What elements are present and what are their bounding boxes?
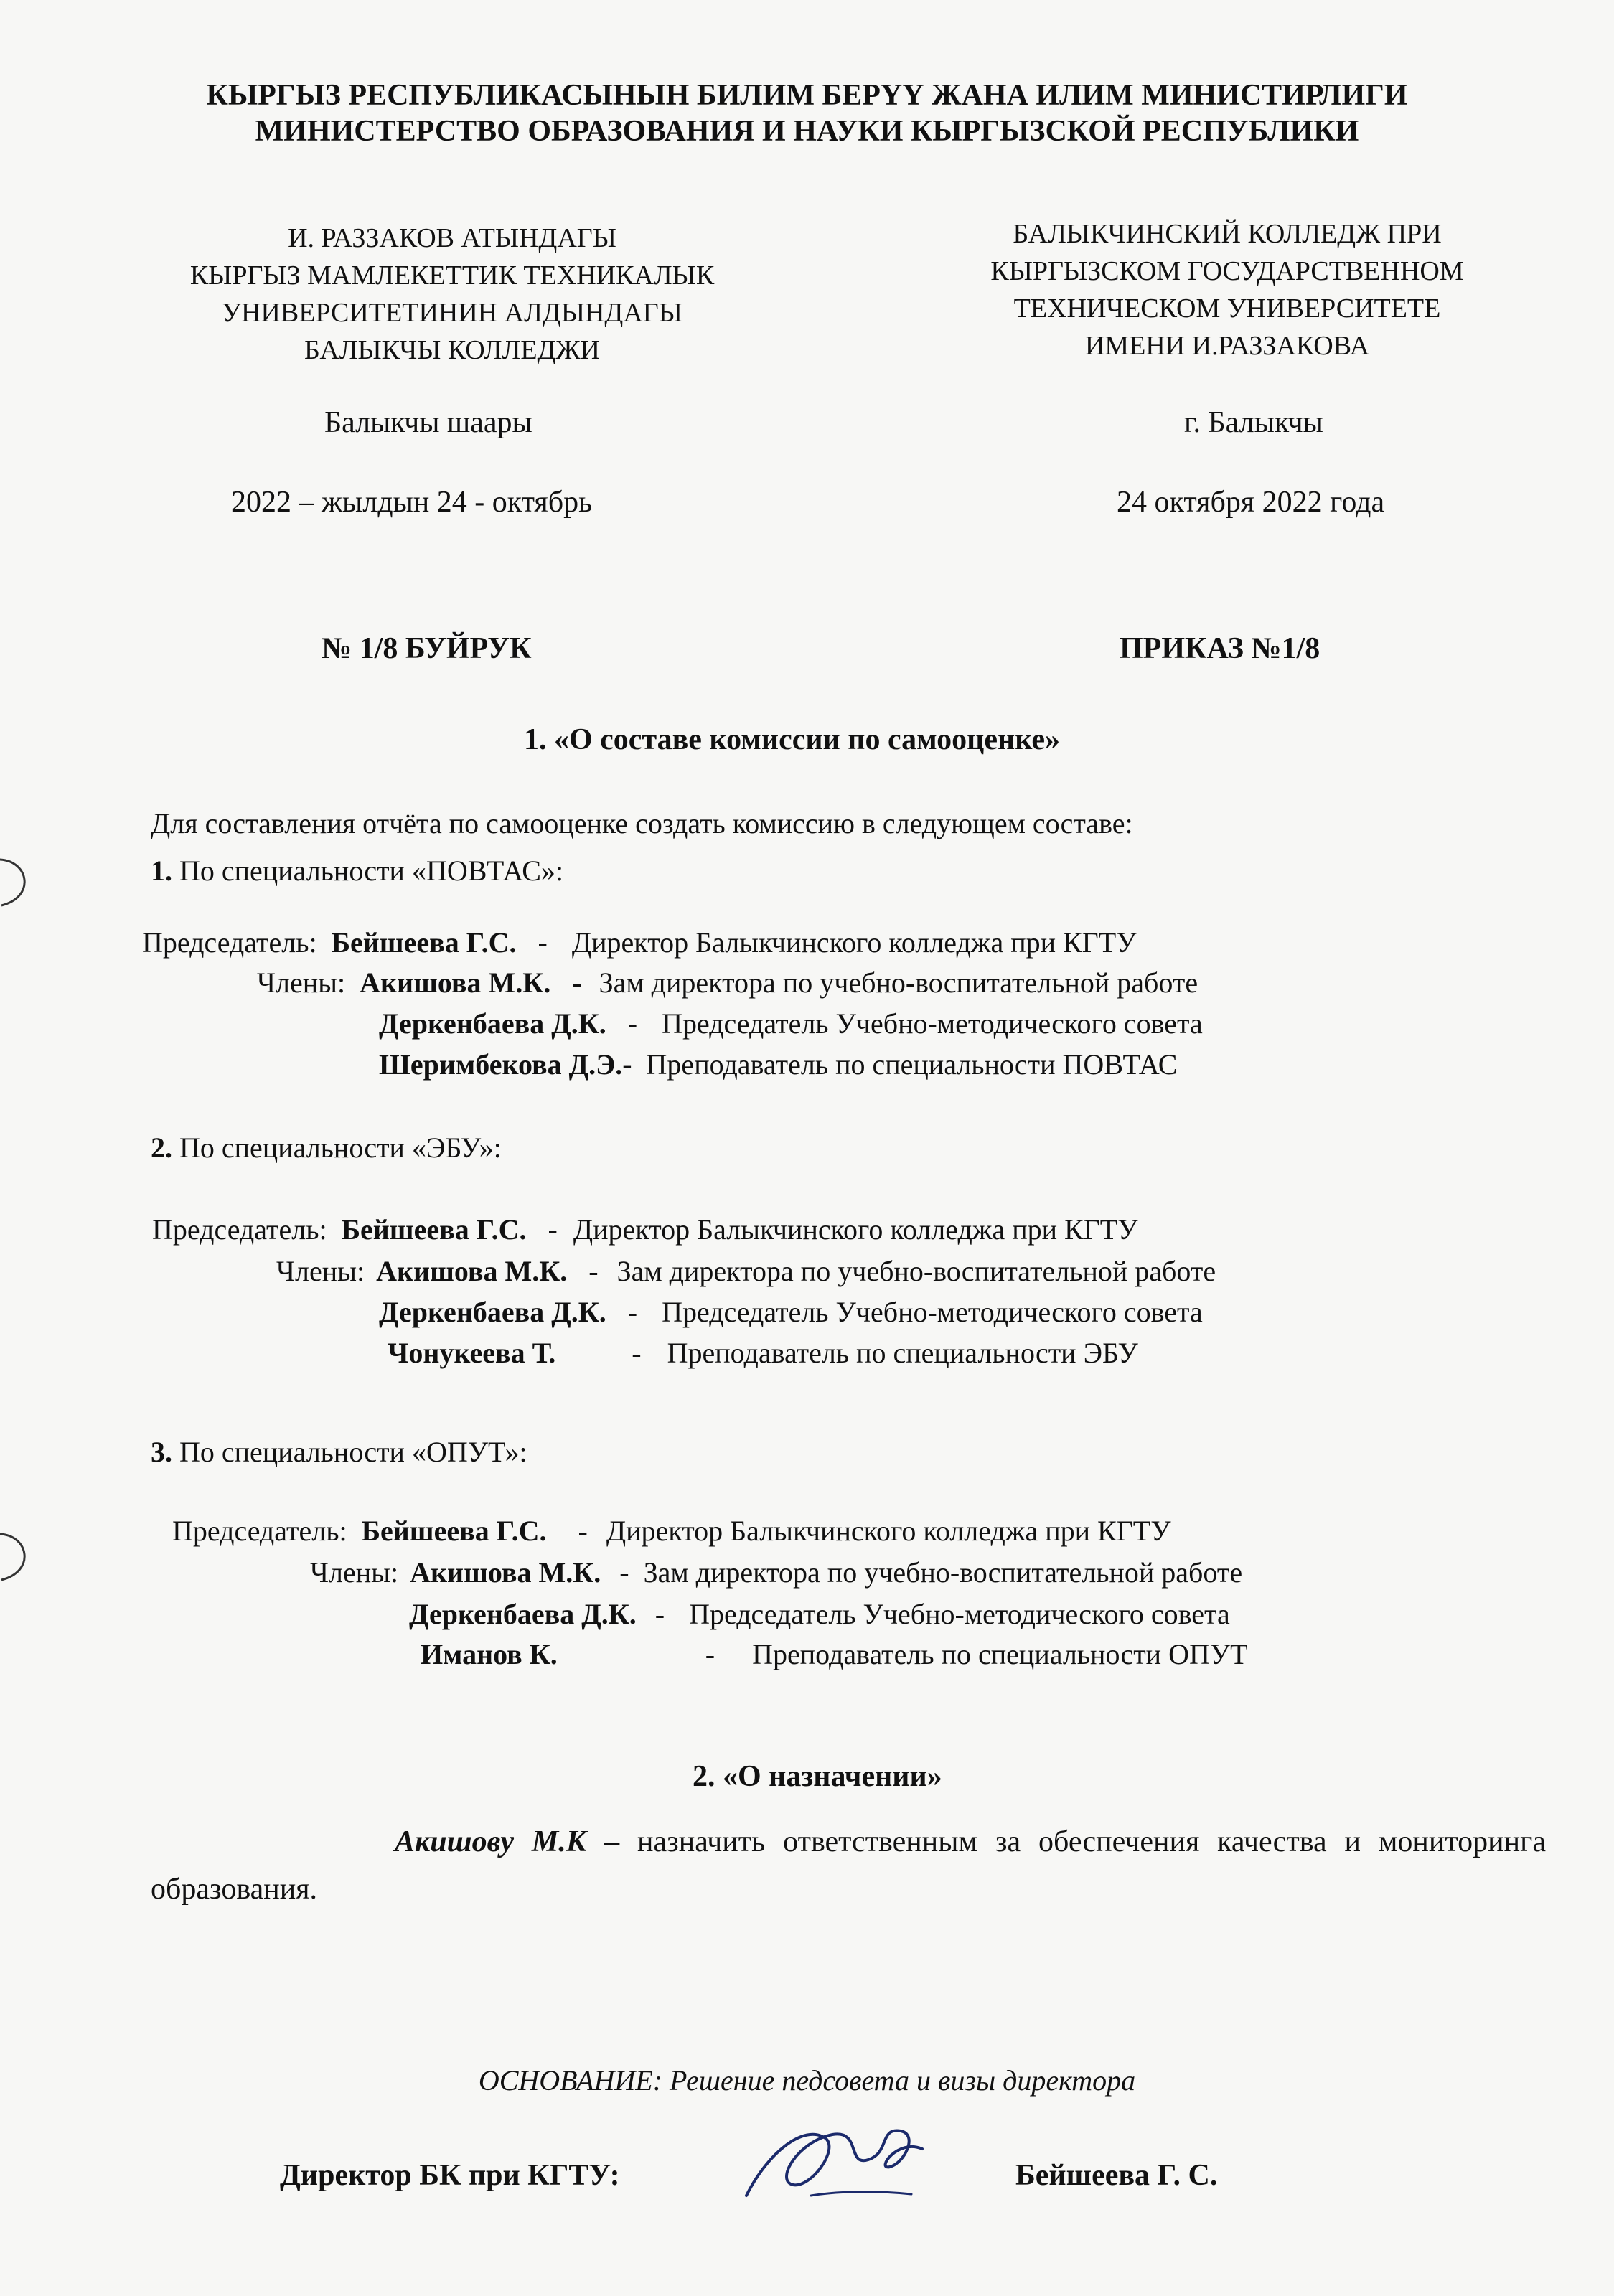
member-row [379,1007,1203,1040]
institution-ru-line: ТЕХНИЧЕСКОМ УНИВЕРСИТЕТЕ [1013,293,1441,324]
member-name: Акишова М.К. [410,1556,601,1589]
member-dash: - [654,1598,665,1630]
punch-hole-icon [0,1528,40,1586]
member-position: Преподаватель по специальности ЭБУ [667,1337,1138,1369]
member-position: Преподаватель по специальности ПОВТАС [646,1048,1178,1081]
member-role: Члены: [276,1255,365,1287]
member-row [276,1254,1216,1288]
institution-name-kg [179,220,725,369]
member-position: Зам директора по учебно-воспитательной работе [643,1556,1243,1589]
section-1-title: 1. «О составе комиссии по самооценке» [524,723,1060,756]
member-position: Директор Балыкчинского колледжа при КГТУ [573,1213,1138,1246]
member-row [379,1048,1178,1081]
ministry-name-ru: МИНИСТЕРСТВО ОБРАЗОВАНИЯ И НАУКИ КЫРГЫЗСКОЙ РЕСПУБЛИКИ [255,115,1359,148]
institution-ru-line: ИМЕНИ И.РАЗЗАКОВА [1084,331,1370,361]
group-label: По специальности «ОПУТ»: [172,1436,527,1468]
member-position: Зам директора по учебно-воспитательной работе [599,966,1198,999]
member-row [388,1336,1138,1370]
member-dash: - [572,966,582,999]
order-number-kg: № 1/8 БУЙРУК [322,632,532,665]
member-name: Деркенбаева Д.К. [379,1296,606,1328]
signature-title: Директор БК при КГТУ: [280,2159,620,2192]
member-position: Председатель Учебно-методического совета [662,1296,1203,1328]
member-row [379,1295,1203,1329]
member-dash: - [619,1556,629,1589]
ministry-name-kg: КЫРГЫЗ РЕСПУБЛИКАСЫНЫН БИЛИМ БЕРҮҮ ЖАНА ИЛИМ МИНИСТИРЛИГИ [206,79,1408,112]
place-ru: г. Балыкчы [1184,406,1323,439]
date-kg: 2022 – жылдын 24 - октябрь [231,486,593,519]
punch-hole-icon [0,854,40,911]
member-row [142,926,1137,959]
institution-kg-line: КЫРГЫЗ МАМЛЕКЕТТИК ТЕХНИКАЛЫК [189,260,715,291]
member-row [409,1597,1230,1631]
member-name: Шеримбекова Д.Э.- [379,1048,632,1081]
member-dash: - [588,1255,599,1287]
basis-line: ОСНОВАНИЕ: Решение педсовета и визы директора [478,2064,1136,2097]
member-row [310,1556,1242,1589]
section-1-intro: Для составления отчёта по самооценке создать комиссию в следующем составе: [151,807,1133,839]
member-name: Бейшеева Г.С. [331,926,517,959]
member-dash: - [538,926,548,959]
member-role: Члены: [310,1556,399,1589]
member-row [172,1514,1171,1548]
member-dash: - [705,1638,715,1670]
group-number: 3. [151,1436,172,1468]
member-name: Бейшеева Г.С. [361,1515,547,1547]
member-name: Чонукеева Т. [388,1337,556,1369]
member-row [152,1213,1138,1246]
signature-name: Бейшеева Г. С. [1015,2159,1218,2192]
group-number: 1. [151,855,172,887]
ministry-header [0,77,1614,149]
member-dash: - [627,1007,638,1040]
member-role: Председатель: [152,1213,327,1246]
group-heading-ebu [151,1131,502,1165]
member-name: Деркенбаева Д.К. [409,1598,637,1630]
date-ru: 24 октября 2022 года [1117,486,1385,519]
institution-ru-line: БАЛЫКЧИНСКИЙ КОЛЛЕДЖ ПРИ [1013,219,1442,249]
place-kg: Балыкчы шаары [324,406,532,439]
member-position: Директор Балыкчинского колледжа при КГТУ [606,1515,1171,1547]
section-2-title: 2. «О назначении» [693,1760,942,1793]
member-dash: - [627,1296,638,1328]
member-name: Акишова М.К. [376,1255,568,1287]
appointed-person: Акишову М.К [395,1825,587,1858]
member-role: Председатель: [142,926,317,959]
member-row [257,966,1198,999]
appointment-text: – назначить ответственным за обеспечения качества и мониторинга образования. [151,1825,1546,1906]
group-heading-oput [151,1435,527,1469]
member-role: Председатель: [172,1515,347,1547]
member-role: Члены: [257,966,346,999]
member-name: Иманов К. [421,1638,558,1670]
member-position: Председатель Учебно-методического совета [662,1007,1203,1040]
institution-kg-line: УНИВЕРСИТЕТИНИН АЛДЫНДАГЫ [222,298,682,328]
member-dash: - [632,1337,642,1369]
member-dash: - [548,1213,558,1246]
group-heading-povtas [151,854,563,888]
group-label: По специальности «ЭБУ»: [172,1131,502,1164]
member-row [421,1637,1248,1671]
member-dash: - [578,1515,588,1547]
institution-name-ru [926,215,1529,364]
member-position: Председатель Учебно-методического совета [689,1598,1230,1630]
appointment-paragraph [151,1818,1546,1913]
institution-kg-line: И. РАЗЗАКОВ АТЫНДАГЫ [288,223,616,253]
order-number-ru: ПРИКАЗ №1/8 [1120,632,1320,665]
group-label: По специальности «ПОВТАС»: [172,855,564,887]
member-position: Зам директора по учебно-воспитательной работе [616,1255,1216,1287]
institution-kg-line: БАЛЫКЧЫ КОЛЛЕДЖИ [304,335,600,365]
member-position: Директор Балыкчинского колледжа при КГТУ [571,926,1137,959]
member-name: Бейшеева Г.С. [341,1213,527,1246]
member-position: Преподаватель по специальности ОПУТ [752,1638,1248,1670]
handwritten-signature-icon [725,2109,940,2217]
group-number: 2. [151,1131,172,1164]
member-name: Акишова М.К. [360,966,551,999]
member-name: Деркенбаева Д.К. [379,1007,606,1040]
institution-ru-line: КЫРГЫЗСКОМ ГОСУДАРСТВЕННОМ [990,256,1464,286]
